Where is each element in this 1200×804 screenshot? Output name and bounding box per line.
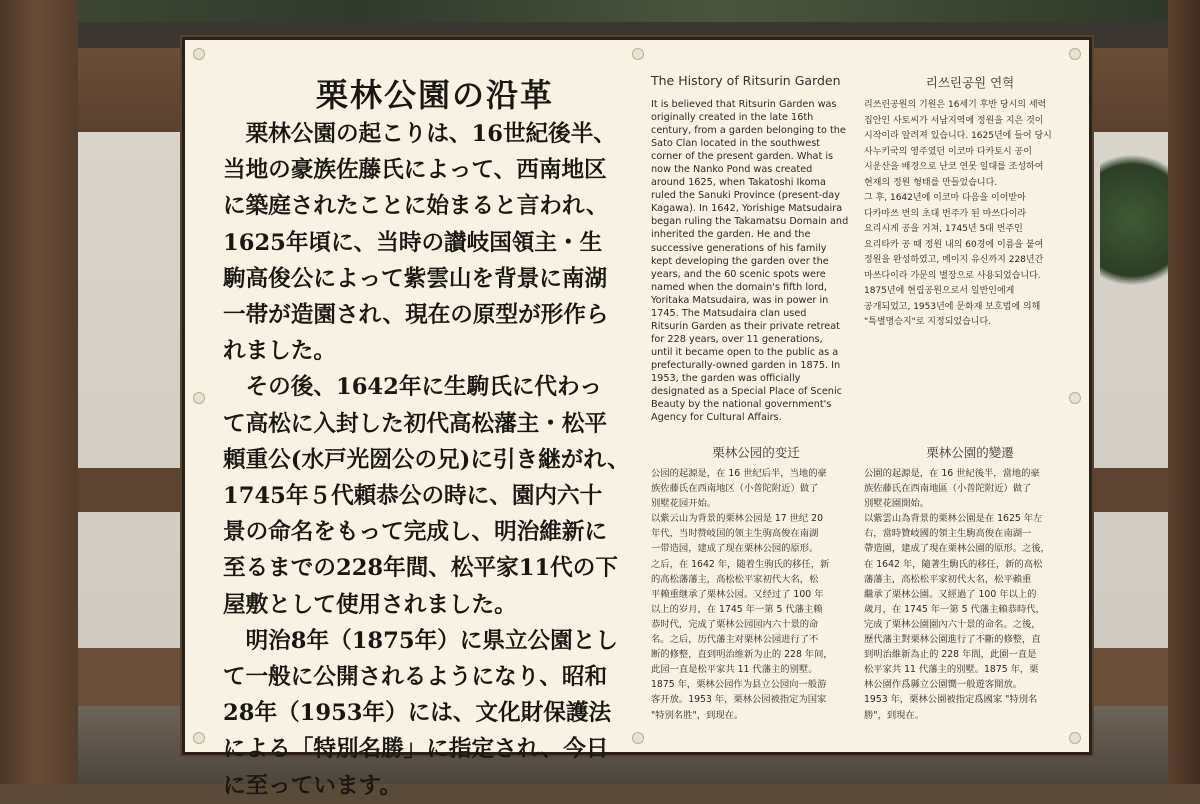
bolt-bottom-right <box>1069 732 1081 744</box>
bolt-mid-right <box>1069 392 1081 404</box>
japanese-title: 栗林公園の沿革 <box>315 76 554 114</box>
chinese-traditional-body: 公園的起源是，在 16 世紀後半，當地的豪 族佐藤氏在西南地區（小普陀附近）做了 別墅花園開始。 以紫雲山為背景的栗林公園是在 1625 年左 右，當時贊岐國的領主生駒高俊在南湖一 帶造園，建成了現在栗林公園的原形。之後， 在 1642 年，隨著生駒氏的移任，新的高松 藩藩主，高松松平家初代大名，松平賴重 繼承了栗林公園。又經過了 100 年以上的 歲月，在 1745 年一第 5 代藩主賴恭時代， 完成了栗林公園園內六十景的命名。之後， 歷代藩主對栗林公園進行了不斷的修整，直 到明治維新為止的 228 年間，此園一直是 松平家共 11 代藩主的別墅。1875 年，栗 林公園作爲縣立公園嚮一般遊客開放。 1953 年，栗林公園被指定爲國家 "特別名 勝"，到現在。 <box>864 468 1050 721</box>
bolt-mid-left <box>193 392 205 404</box>
english-title: The History of Ritsurin Garden <box>651 73 841 88</box>
chinese-simplified-title: 栗林公园的变迁 <box>712 445 800 460</box>
bolt-top-right <box>1069 48 1081 60</box>
korean-title: 리쓰린공원 연혁 <box>925 75 1015 90</box>
bolt-bottom-left <box>193 732 205 744</box>
information-signboard <box>182 37 1092 799</box>
bolt-top-left <box>193 48 205 60</box>
chinese-traditional-title: 栗林公園的變遷 <box>926 445 1014 460</box>
right-wooden-post <box>1168 0 1200 784</box>
korean-body: 리쓰린공원의 기원은 16세기 후반 당시의 세력 집안인 사토씨가 서남지역에 정원을 지은 것이 시작이라 알려져 있습니다. 1625년에 들어 당시 사누키국의 영주였던 이코마 다카토시 공이 시운산을 배경으로 난코 연못 일대를 조성하여 현재의 정원 형태를 만들었습니다. 그 후, 1642년에 이코마 다음을 이어받아 다카마쓰 번의 초대 번주가 된 마쓰다이라 요리시게 공을 거쳐, 1745년 5대 번주인 요리타카 공 때 정원 내의 60경에 이름을 붙여 정원을 완성하였고, 메이지 유신까지 228년간 마쓰다이라 가문의 별장으로 사용되었습니다. 1875년에 현립공원으로서 일반인에게 공개되었고, 1953년에 문화재 보호법에 의해 "특별명승지"로 지정되었습니다. <box>864 100 1052 327</box>
left-wooden-post <box>0 0 78 784</box>
japanese-body: 栗林公園の起こりは、16世紀後半、 当地の豪族佐藤氏によって、西南地区 に築庭されたことに始まると言われ、 1625年頃に、当時の讃岐国領主・生 駒高俊公によって紫雲山を背景に南湖 一帯が造園され、現在の原型が形作ら れました。 その後、1642年に生駒氏に代わっ て高松に入封した初代高松藩主・松平 頼重公(水戸光圀公の兄)に引き継がれ、 1745年５代頼恭公の時に、園内六十 景の命名をもって完成し、明治維新に 至るまでの228年間、松平家11代の下 屋敷として使用されました。 明治8年（1875年）に県立公園とし て一般に公開されるようになり、昭和 28年（1953年）には、文化財保護法 による「特別名勝」に指定され、今日 に至っています。 <box>223 121 630 799</box>
bolt-top-mid <box>632 48 644 60</box>
chinese-simplified-body: 公园的起源是，在 16 世纪后半，当地的豪 族佐藤氏在西南地区（小普陀附近）做了 别墅花园开始。 以紫云山为背景的栗林公园是 17 世纪 20 年代，当时赞岐国的领主生驹高俊在南湖 一带造园，建成了现在栗林公园的原形。 之后，在 1642 年，随着生驹氏的移任，新 的高松藩藩主，高松松平家初代大名，松 平赖重继承了栗林公园。又经过了 100 年 以上的岁月，在 1745 年一第 5 代藩主赖 恭时代，完成了栗林公园园内六十景的命 名。之后，历代藩主对栗林公园进行了不 断的修整，直到明治维新为止的 228 年间， 此园一直是松平家共 11 代藩主的别墅。 1875 年，栗林公园作为县立公园向一般游 客开放。1953 年，栗林公园被指定为国家 "特别名胜"，到现在。 <box>651 468 833 721</box>
english-body: It is believed that Ritsurin Garden was originally created in the late 16th century, from a garden belonging to the Sato Clan located in the southwest corner of the present garden. What is now the Nanko Pond was created around 1625, when Takatoshi Ikoma ruled the Sanuki Province (present-day Kagawa). In 1642, Yorishige Matsudaira began ruling the Takamatsu Domain and inherited the garden. He and the successive generations of his family kept developing the garden over the years, and the 60 scenic spots were named when the domain's fifth lord, Yoritaka Matsudaira, was in power in 1745. The Matsudaira clan used Ritsurin Garden as their private retreat for 228 years, over 11 generations, until it became open to the public as a prefecturally-owned garden in 1875. In 1953, the garden was officially designated as a Special Place of Scenic Beauty by the national government's Agency for Cultural Affairs. <box>651 99 849 424</box>
